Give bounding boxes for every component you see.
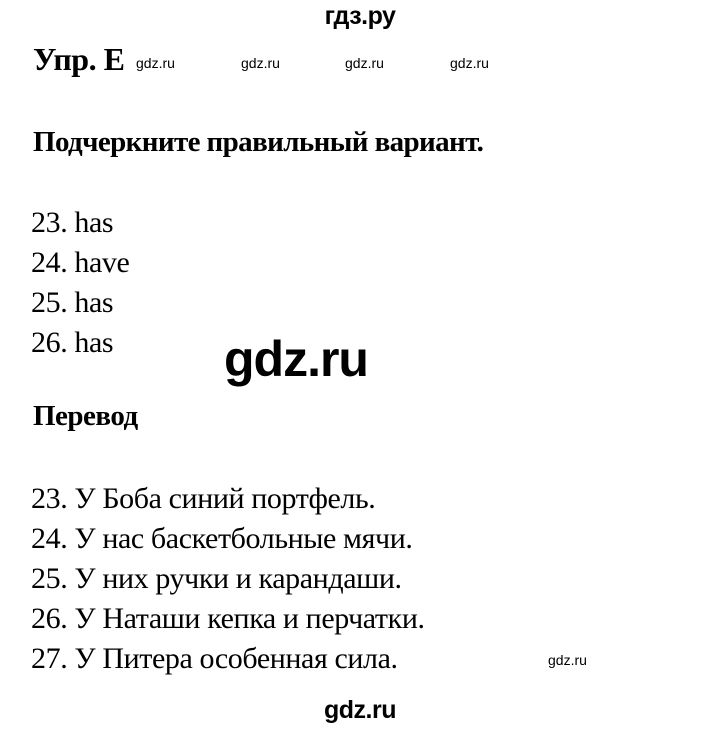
exercise-instruction: Подчеркните правильный вариант.: [33, 126, 484, 158]
watermark-inline-4: gdz.ru: [450, 55, 489, 71]
translation-item: 25. У них ручки и карандаши.: [31, 562, 402, 595]
watermark-inline-1: gdz.ru: [136, 55, 175, 71]
watermark-bottom: gdz.ru: [324, 696, 396, 724]
watermark-side-small: gdz.ru: [548, 652, 587, 668]
watermark-inline-3: gdz.ru: [345, 55, 384, 71]
answer-item: 23. has: [31, 206, 114, 239]
translation-item: 27. У Питера особенная сила.: [31, 642, 398, 675]
translation-item: 23. У Боба синий портфель.: [31, 482, 376, 515]
watermark-center-large: gdz.ru: [224, 331, 368, 387]
translation-item: 24. У нас баскетбольные мячи.: [31, 522, 413, 555]
answer-item: 26. has: [31, 326, 114, 359]
answers-list: [31, 203, 129, 363]
watermark-top: гдз.ру: [324, 2, 396, 30]
answer-item: 25. has: [31, 286, 114, 319]
watermark-inline-2: gdz.ru: [241, 55, 280, 71]
exercise-title: Упр. E: [33, 41, 125, 77]
answer-item: 24. have: [31, 246, 130, 279]
translation-list: [31, 479, 425, 679]
translation-item: 26. У Наташи кепка и перчатки.: [31, 602, 425, 635]
translation-heading: Перевод: [33, 400, 138, 432]
